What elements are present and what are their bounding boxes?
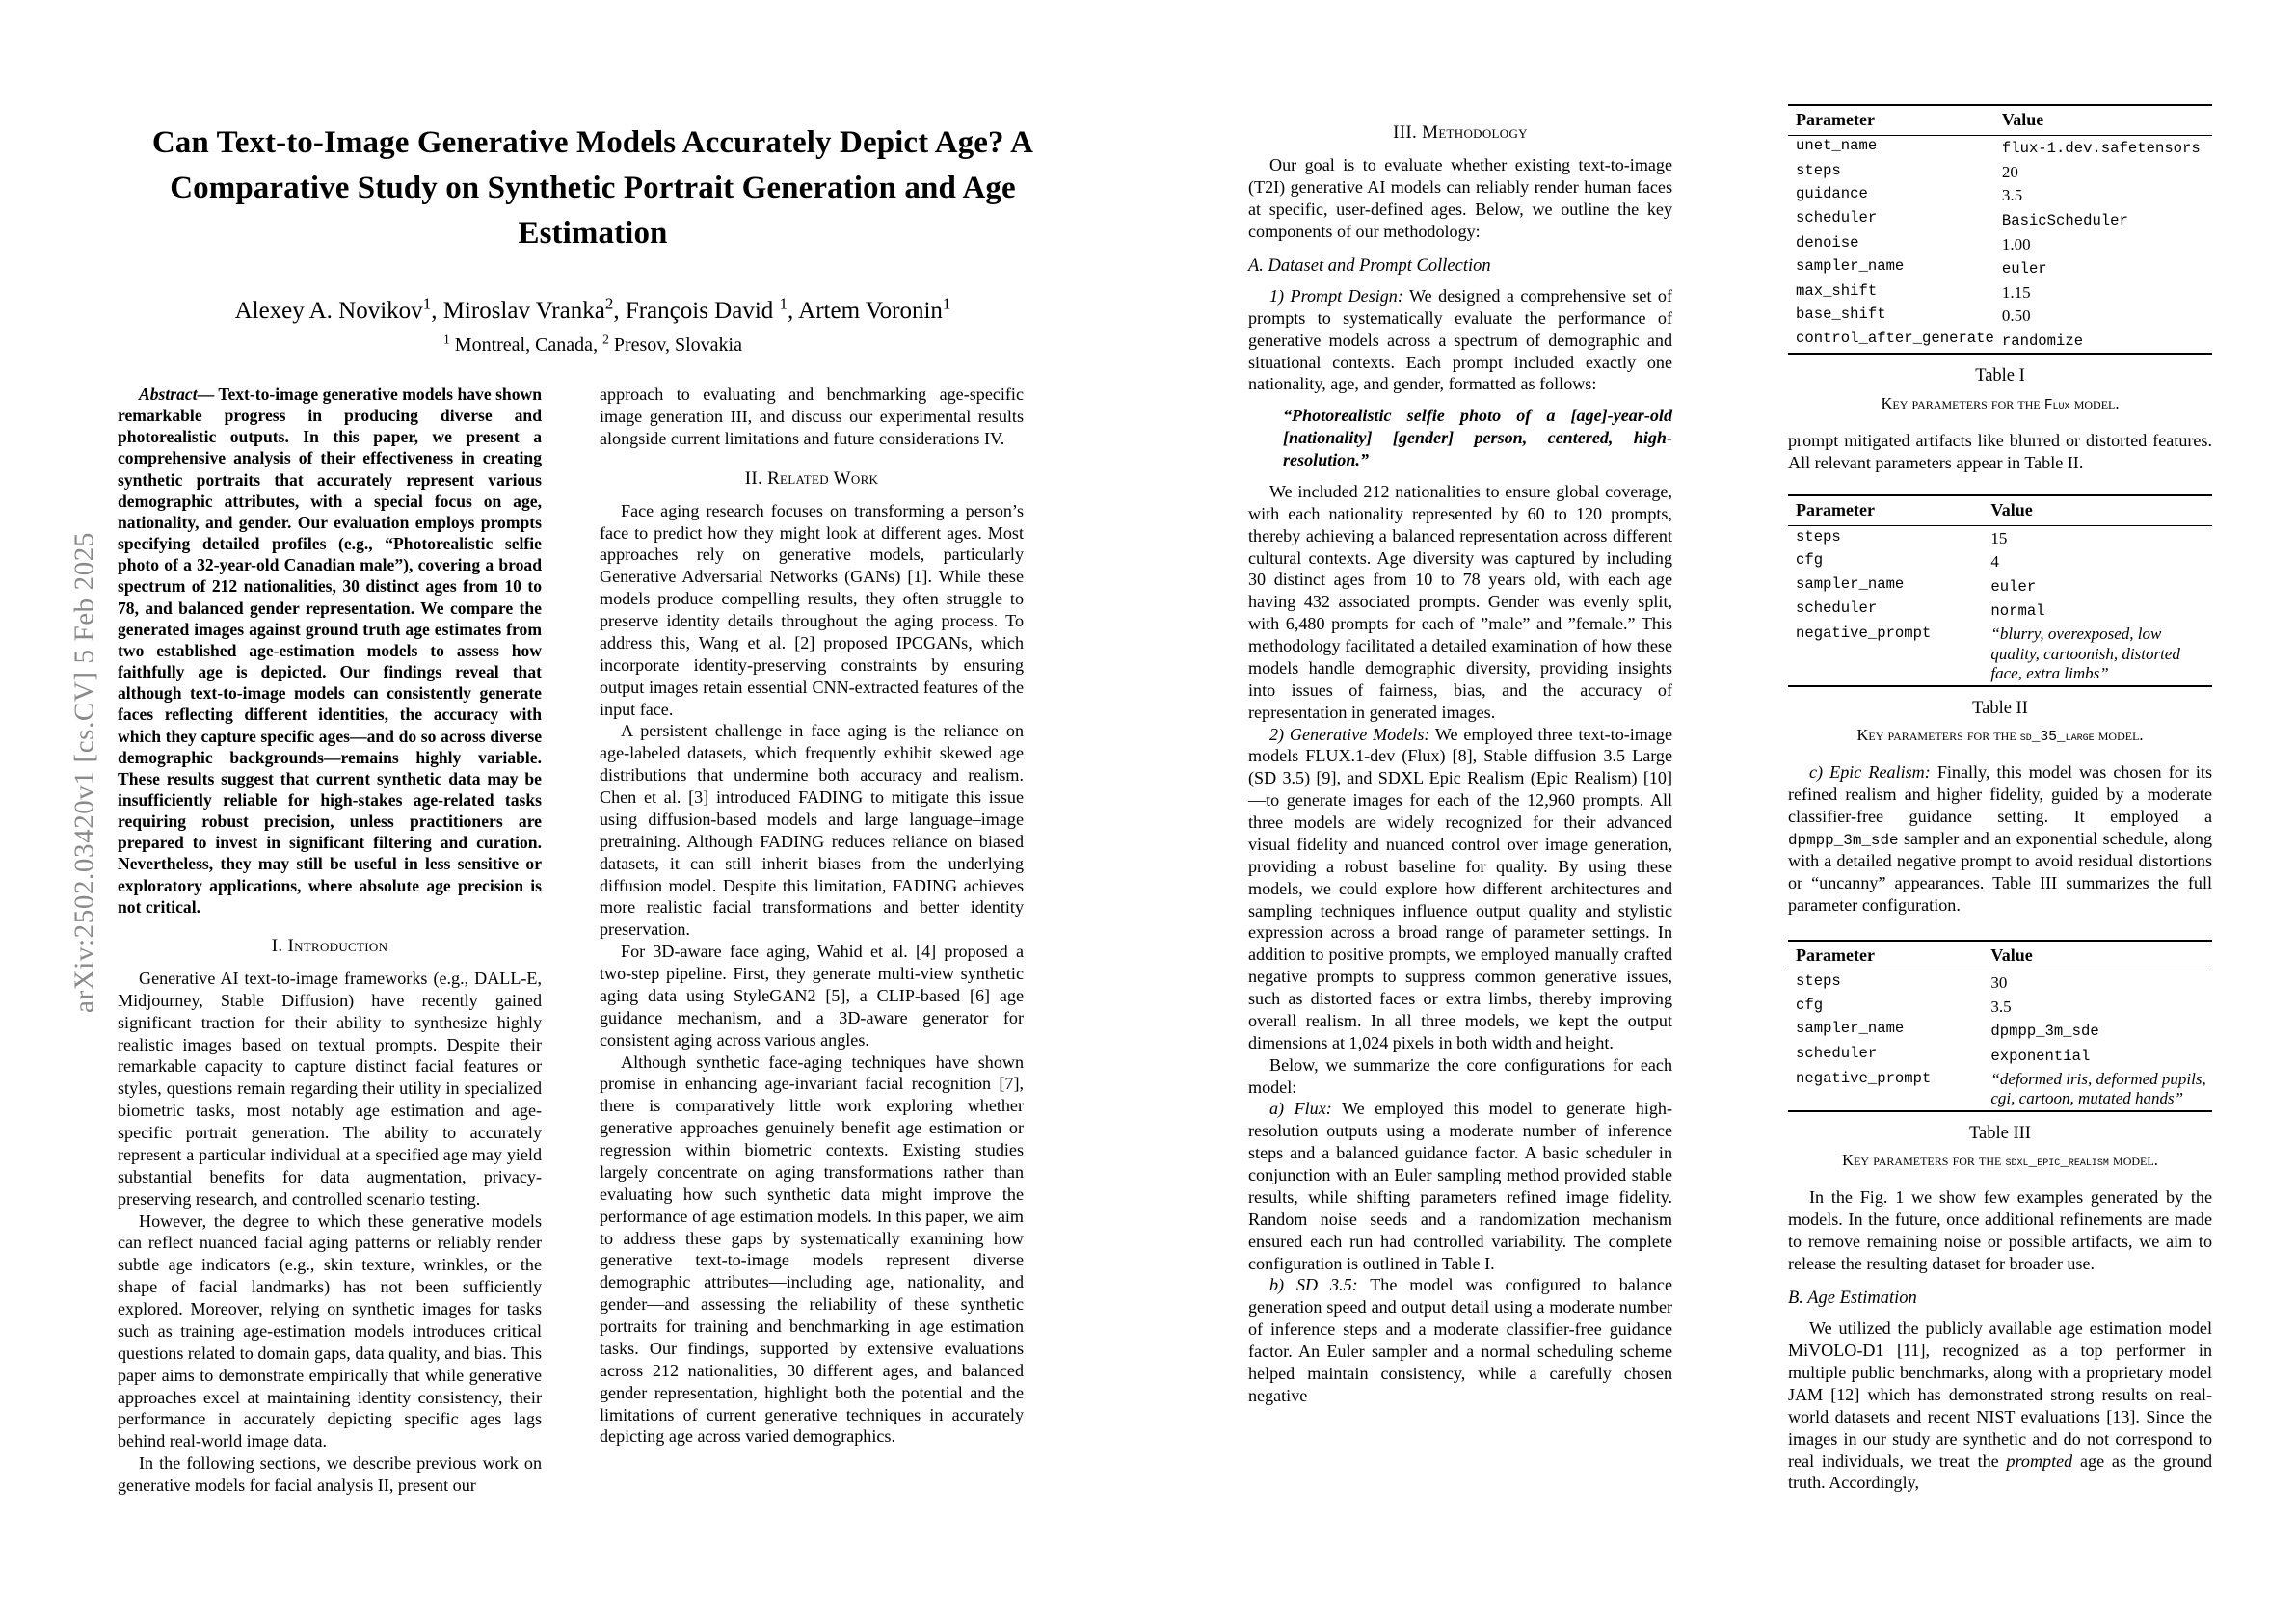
table-cell-value: 4 [1990, 552, 1999, 572]
subsection-heading-age-estimation: B. Age Estimation [1788, 1288, 1917, 1308]
intro-paragraph-2: However, the degree to which these generative models can reflect nuanced facial aging patterns or reliably render subtle age indicators (e.g., skin texture, wrinkles, or the shape of facial landmarks) has not been sufficiently explored. Moreover, relying on synthetic images for tasks such as training age-estimation models introduces critical questions related to domain gaps, data quality, and bias. This paper aims to demonstrate empirically that while generative approaches excel at maintaining identity consistency, their performance in accurately depicting specific ages lags behind real-world image data. [118, 1211, 542, 1451]
nationalities-paragraph: We included 212 nationalities to ensure global coverage, with each nationality represented by 60 to 120 prompts, thereby achieving a balanced representation across different cultural contexts. Age diversity was captured by including 30 distinct ages from 10 to 78 years old, with each age having 432 associated prompts. Gender was evenly split, with 6,480 prompts for each of ”male” and ”female.” This methodology facilitated a detailed examination of how these models handle demographic diversity, providing insights into issues of fairness, bias, and the accuracy of representation in generated images. [1248, 481, 1672, 722]
affiliation-list: $^1$ Montreal, Canada, $^2$ Presov, Slovakia [442, 332, 742, 357]
table-cell-value: normal [1990, 602, 2045, 621]
table-row [1788, 256, 2212, 281]
table-cell-parameter: scheduler [1796, 599, 1878, 618]
related-work-paragraph-4: Although synthetic face-aging techniques have shown promise in enhancing age-invariant facial recognition [7], there is comparatively little work exploring whether generative approaches genuinely benefit age estimation or regression within biometric contexts. Existing studies largely concentrate on aging transformations rather than evaluating how such synthetic data might improve the performance of age estimation models. In this paper, we aim to address these gaps by systematically examining how generative text-to-image models represent diverse demographic attributes—including age, nationality, and gender—and assessing the reliability of these synthetic portraits for training and benchmarking in age estimation tasks. Our findings, supported by extensive evaluations across 212 nationalities, 30 different ages, and balanced gender representation, highlight both the potential and the limitations of current generative techniques in accurately depicting age across varied demographics. [600, 1051, 1024, 1447]
table-cell-value: randomize [2001, 332, 2084, 350]
table-row [1788, 526, 2212, 550]
table-1-col-parameter: Parameter [1796, 110, 1875, 129]
table-cell-value: 1.15 [2001, 282, 2031, 302]
page-title: Can Text-to-Image Generative Models Accurately Depict Age? A Comparative Study on Synthetic Portrait Generation and Age Estimation [151, 125, 1034, 251]
table-2-header-row [1788, 495, 2212, 525]
table-cell-parameter: negative_prompt [1796, 625, 1932, 643]
related-work-paragraph-1: Face aging research focuses on transforming a person’s face to predict how they might look at different ages. Most approaches rely on generative models, particularly Generative Adversarial Networks (GANs) [1]. While these models produce compelling results, they often struggle to preserve identity details throughout the aging process. To address this, Wang et al. [2] proposed IPCGANs, which incorporate identity-preserving constraints by ensuring output images retain essential CNN-extracted features of the input face. [600, 500, 1024, 719]
title-block [116, 120, 1070, 358]
table-cell-value: “blurry, overexposed, low quality, cartoonish, distorted face, extra limbs” [1990, 625, 2180, 682]
table-row [1788, 1068, 2212, 1111]
table-cell-value: BasicScheduler [2001, 211, 2128, 229]
table-3-caption-pre: Key parameters for the [1842, 1151, 2006, 1170]
table-cell-value: 1.00 [2001, 234, 2031, 253]
intro-paragraph-1: Generative AI text-to-image frameworks (e.g., DALL-E, Midjourney, Stable Diffusion) have recently gained significant traction for their ability to synthesize highly realistic images based on textual prompts. Despite their remarkable capacity to capture distinct facial features or styles, questions remain regarding their utility in specialized biometric tasks, most notably age estimation and age-specific portrait generation. The ability to accurately represent a particular individual at a specified age may yield substantial benefits for data augmentation, privacy-preserving research, and controlled scenario testing. [118, 968, 542, 1209]
table-1-caption-pre: Key parameters for the [1881, 393, 2044, 412]
table-1-col-value: Value [2001, 110, 2044, 129]
table-cell-value: 30 [1990, 973, 2008, 993]
table-2-col-parameter: Parameter [1796, 500, 1875, 520]
table-cell-parameter: scheduler [1796, 208, 1878, 226]
table-cell-parameter: cfg [1796, 551, 1824, 570]
epic-realism-text-1: Finally, this model was chosen for its refined realism and higher fidelity, guided by a moderate classifier-free guidance setting. It employed a [1788, 762, 2212, 827]
epic-realism-text-2: sampler and an exponential schedule, along with a detailed negative prompt to avoid residual distortions or “uncanny” appearances. Table III summarizes the full parameter configuration. [1788, 829, 2212, 915]
prompt-design-text: We designed a comprehensive set of prompts to systematically evaluate the performance of generative models across a spectrum of demographic and situational contexts. Each prompt included exactly one nationality, age, and gender, formatted as follows: [1248, 285, 1672, 394]
table-cell-value: 20 [2001, 162, 2018, 181]
age-estimation-text-1: We utilized the publicly available age estimation model MiVOLO-D1 [11], recognized as a top performer in multiple public benchmarks, along with a proprietary model JAM [12] which has demonstrated strong results on real-world datasets and recent NIST evaluations [13]. Since the images in our study are synthetic and do not correspond to real individuals, we treat the [1788, 1318, 2212, 1471]
prompt-design-paragraph [1248, 285, 1672, 395]
sd35-label: b) SD 3.5: [1269, 1275, 1358, 1295]
table-3-col-value: Value [1990, 945, 2033, 965]
epic-realism-sampler: dpmpp_3m_sde [1788, 832, 1899, 850]
generative-models-paragraph [1248, 724, 1672, 1054]
table-1 [1788, 104, 2212, 355]
table-3-caption-post: model. [2108, 1151, 2158, 1170]
table-cell-parameter: steps [1796, 527, 1841, 545]
table-cell-value: euler [1990, 577, 2037, 596]
author-list: Alexey A. Novikov$^1$, Miroslav Vranka$^2$, François David $^1$, Artem Voronin$^1$ [234, 294, 951, 324]
table-cell-parameter: sampler_name [1796, 574, 1905, 593]
table-1-body [1788, 135, 2212, 354]
intro-paragraph-3b: approach to evaluating and benchmarking age-specific image generation III, and discuss our experimental results alongside current limitations and future considerations IV. [600, 385, 1024, 448]
figure-note-paragraph: In the Fig. 1 we show few examples generated by the models. In the future, once additional refinements are made to remove remaining noise or possible artifacts, we aim to release the resulting dataset for broader use. [1788, 1187, 2212, 1274]
table-1-caption-post: model. [2069, 393, 2120, 412]
table-row [1788, 1043, 2212, 1068]
generative-models-text: We employed three text-to-image models FLUX.1-dev (Flux) [8], Stable diffusion 3.5 Large (SD 3.5) [9], and SDXL Epic Realism (Epic Realism) [10]—to generate images for each of the 12,960 prompts. All three models are widely recognized for their advanced visual fidelity and nuanced control over image generation, providing a robust baseline for quality. By using these models, we could explore how different architectures and sampling techniques influence output quality and stylistic expression across a broad range of parameter settings. In addition to positive prompts, we employed manually crafted negative prompts to suppress common generative issues, such as distorted faces or extra limbs, thereby improving overall realism. In all three models, we kept the output dimensions at 1,024 pixels in both width and height. [1248, 724, 1672, 1052]
age-estimation-emph: prompted [2006, 1450, 2073, 1471]
table-3-caption [1788, 1151, 2212, 1171]
table-cell-parameter: control_after_generate [1796, 329, 1994, 347]
column-2 [600, 384, 1024, 1448]
arxiv-stamp: arXiv:2502.03420v1 [cs.CV] 5 Feb 2025 [68, 531, 100, 1014]
epic-realism-paragraph [1788, 761, 2212, 916]
table-cell-parameter: sampler_name [1796, 257, 1905, 276]
column-4 [1788, 104, 2212, 1494]
table-row [1788, 971, 2212, 995]
table-row [1788, 995, 2212, 1019]
table-cell-parameter: cfg [1796, 996, 1824, 1014]
table-row [1788, 135, 2212, 160]
table-2 [1788, 494, 2212, 686]
table-row [1788, 573, 2212, 599]
table-row [1788, 305, 2212, 329]
table-3-number: Table III [1969, 1123, 2031, 1143]
subsection-heading-dataset: A. Dataset and Prompt Collection [1248, 255, 1491, 276]
abstract-label: Abstract [139, 385, 198, 404]
prompt-design-label: 1) Prompt Design: [1269, 285, 1403, 306]
prompt-template-quote: “Photorealistic selfie photo of a [age]-year-old [nationality] [gender] person, centered, high-resolution.” [1283, 406, 1672, 470]
column-3 [1248, 104, 1672, 1407]
table-cell-value: exponential [1990, 1047, 2091, 1065]
table-row [1788, 328, 2212, 354]
intro-paragraph-3a: In the following sections, we describe previous work on generative models for facial analysis II, present our [118, 1453, 542, 1496]
table-row [1788, 624, 2212, 686]
related-work-paragraph-3: For 3D-aware face aging, Wahid et al. [4] proposed a two-step pipeline. First, they generate multi-view synthetic aging data using StyleGAN2 [5], a CLIP-based [6] age guidance mechanism, and a 3D-aware generator for consistent aging across various angles. [600, 942, 1024, 1050]
table-3-caption-model: sdxl_epic_realism [2005, 1155, 2109, 1171]
table-row [1788, 599, 2212, 624]
table-3-wrapper [1788, 940, 2212, 1172]
summary-line: Below, we summarize the core configurations for each model: [1248, 1054, 1672, 1097]
table-cell-value: euler [2001, 260, 2047, 279]
table-cell-parameter: steps [1796, 972, 1841, 991]
table-3-header-row [1788, 941, 2212, 971]
flux-paragraph [1248, 1098, 1672, 1274]
table-2-wrapper [1788, 494, 2212, 746]
abstract-text: Text-to-image generative models have shown remarkable progress in producing diverse and photorealistic outputs. In this paper, we present a comprehensive analysis of their effectiveness in creating synthetic portraits that accurately represent various demographic attributes, with a special focus on age, nationality, and gender. Our evaluation employs prompts specifying detailed profiles (e.g., “Photorealistic selfie photo of a 32-year-old Canadian male”), covering a broad spectrum of 212 nationalities, 30 distinct ages from 10 to 78, and balanced gender representation. We compare the generated images against ground truth age estimates from two established age-estimation models to assess how faithfully age is depicted. Our findings reveal that although text-to-image models can consistently generate faces reflecting different identities, the accuracy with which they capture specific ages—and do so across diverse demographic backgrounds—remains highly variable. These results suggest that current synthetic data may be insufficiently reliable for high-stakes age-related tasks requiring robust precision, unless practitioners are prepared to invest in significant filtering and curation. Nevertheless, they may still be useful in less sensitive or exploratory applications, where absolute age precision is not critical. [118, 385, 542, 917]
table-2-caption-pre: Key parameters for the [1856, 726, 2020, 745]
table-cell-value: 3.5 [1990, 997, 2012, 1016]
table-row [1788, 184, 2212, 208]
table-2-caption [1788, 726, 2212, 746]
section-heading-introduction: I. Introduction [271, 935, 388, 956]
abstract-paragraph [118, 384, 542, 918]
table-1-number: Table I [1975, 366, 2025, 386]
sd35-paragraph-a [1248, 1274, 1672, 1406]
table-cell-parameter: scheduler [1796, 1044, 1878, 1062]
table-cell-parameter: max_shift [1796, 281, 1878, 300]
age-estimation-text-2: age as the ground truth. Accordingly, [1788, 1450, 2213, 1493]
table-row [1788, 232, 2212, 256]
table-row [1788, 280, 2212, 305]
table-cell-parameter: sampler_name [1796, 1020, 1905, 1038]
related-work-paragraph-2: A persistent challenge in face aging is the reliance on age-labeled datasets, which frequently exhibit skewed age distributions that undermine both accuracy and realism. Chen et al. [3] introduced FADING to mitigate this issue using diffusion-based models and large language–image pretraining. Although FADING reduces reliance on biased datasets, it can still inherit biases from the underlying diffusion model. Despite this limitation, FADING achieves more realistic facial transformations and better identity preservation. [600, 721, 1024, 940]
table-cell-parameter: base_shift [1796, 306, 1886, 324]
methodology-intro: Our goal is to evaluate whether existing text-to-image (T2I) generative AI models can reliably render human faces at specific, user-defined ages. Below, we outline the key components of our methodology: [1248, 155, 1672, 241]
table-cell-parameter: guidance [1796, 185, 1868, 203]
table-2-col-value: Value [1990, 500, 2033, 520]
table-1-caption [1788, 394, 2212, 414]
table-3 [1788, 940, 2212, 1112]
table-cell-value: flux-1.dev.safetensors [2001, 140, 2201, 158]
sd35-paragraph-b: prompt mitigated artifacts like blurred or distorted features. All relevant parameters appear in Table II. [1788, 430, 2212, 472]
generative-models-label: 2) Generative Models: [1269, 724, 1430, 744]
table-2-caption-model: sd_35_large [2019, 730, 2095, 746]
epic-realism-label: c) Epic Realism: [1809, 762, 1931, 783]
table-2-caption-post: model. [2094, 726, 2144, 745]
abstract-dash: — [197, 385, 215, 404]
table-2-body [1788, 526, 2212, 686]
flux-label: a) Flux: [1269, 1099, 1332, 1119]
table-2-number: Table II [1972, 698, 2028, 718]
table-row [1788, 207, 2212, 232]
table-cell-value: 3.5 [2001, 186, 2023, 205]
table-row [1788, 550, 2212, 574]
table-cell-value: 15 [1990, 528, 2008, 547]
table-1-caption-model: Flux [2043, 397, 2070, 413]
table-cell-parameter: steps [1796, 161, 1841, 179]
table-1-wrapper [1788, 104, 2212, 414]
section-heading-related-work: II. Related Work [744, 467, 879, 489]
table-cell-parameter: unet_name [1796, 137, 1878, 155]
table-1-header-row [1788, 105, 2212, 135]
table-cell-parameter: negative_prompt [1796, 1069, 1932, 1087]
column-1 [118, 384, 542, 1497]
flux-text: We employed this model to generate high-resolution outputs using a moderate number of inference steps and a balanced guidance factor. A basic scheduler in conjunction with an Euler sampling method provided stable results, while shifting parameters refined image fidelity. Random noise seeds and a randomization mechanism ensured each run had controlled variability. The complete configuration is outlined in Table I. [1248, 1099, 1672, 1273]
table-3-col-parameter: Parameter [1796, 945, 1875, 965]
age-estimation-paragraph [1788, 1317, 2212, 1494]
table-3-body [1788, 971, 2212, 1111]
table-cell-value: dpmpp_3m_sde [1990, 1023, 2099, 1041]
table-cell-value: 0.50 [2001, 306, 2031, 326]
section-heading-methodology: III. Methodology [1393, 122, 1528, 143]
table-row [1788, 160, 2212, 184]
table-cell-value: “deformed iris, deformed pupils, cgi, cartoon, mutated hands” [1990, 1069, 2206, 1107]
table-cell-parameter: denoise [1796, 233, 1859, 252]
table-row [1788, 1019, 2212, 1044]
sd35-text-a: The model was configured to balance generation speed and output detail using a moderate number of inference steps and a moderate classifier-free guidance factor. An Euler sampler and a normal scheduling scheme helped maintain consistency, while a carefully chosen negative [1248, 1275, 1672, 1405]
